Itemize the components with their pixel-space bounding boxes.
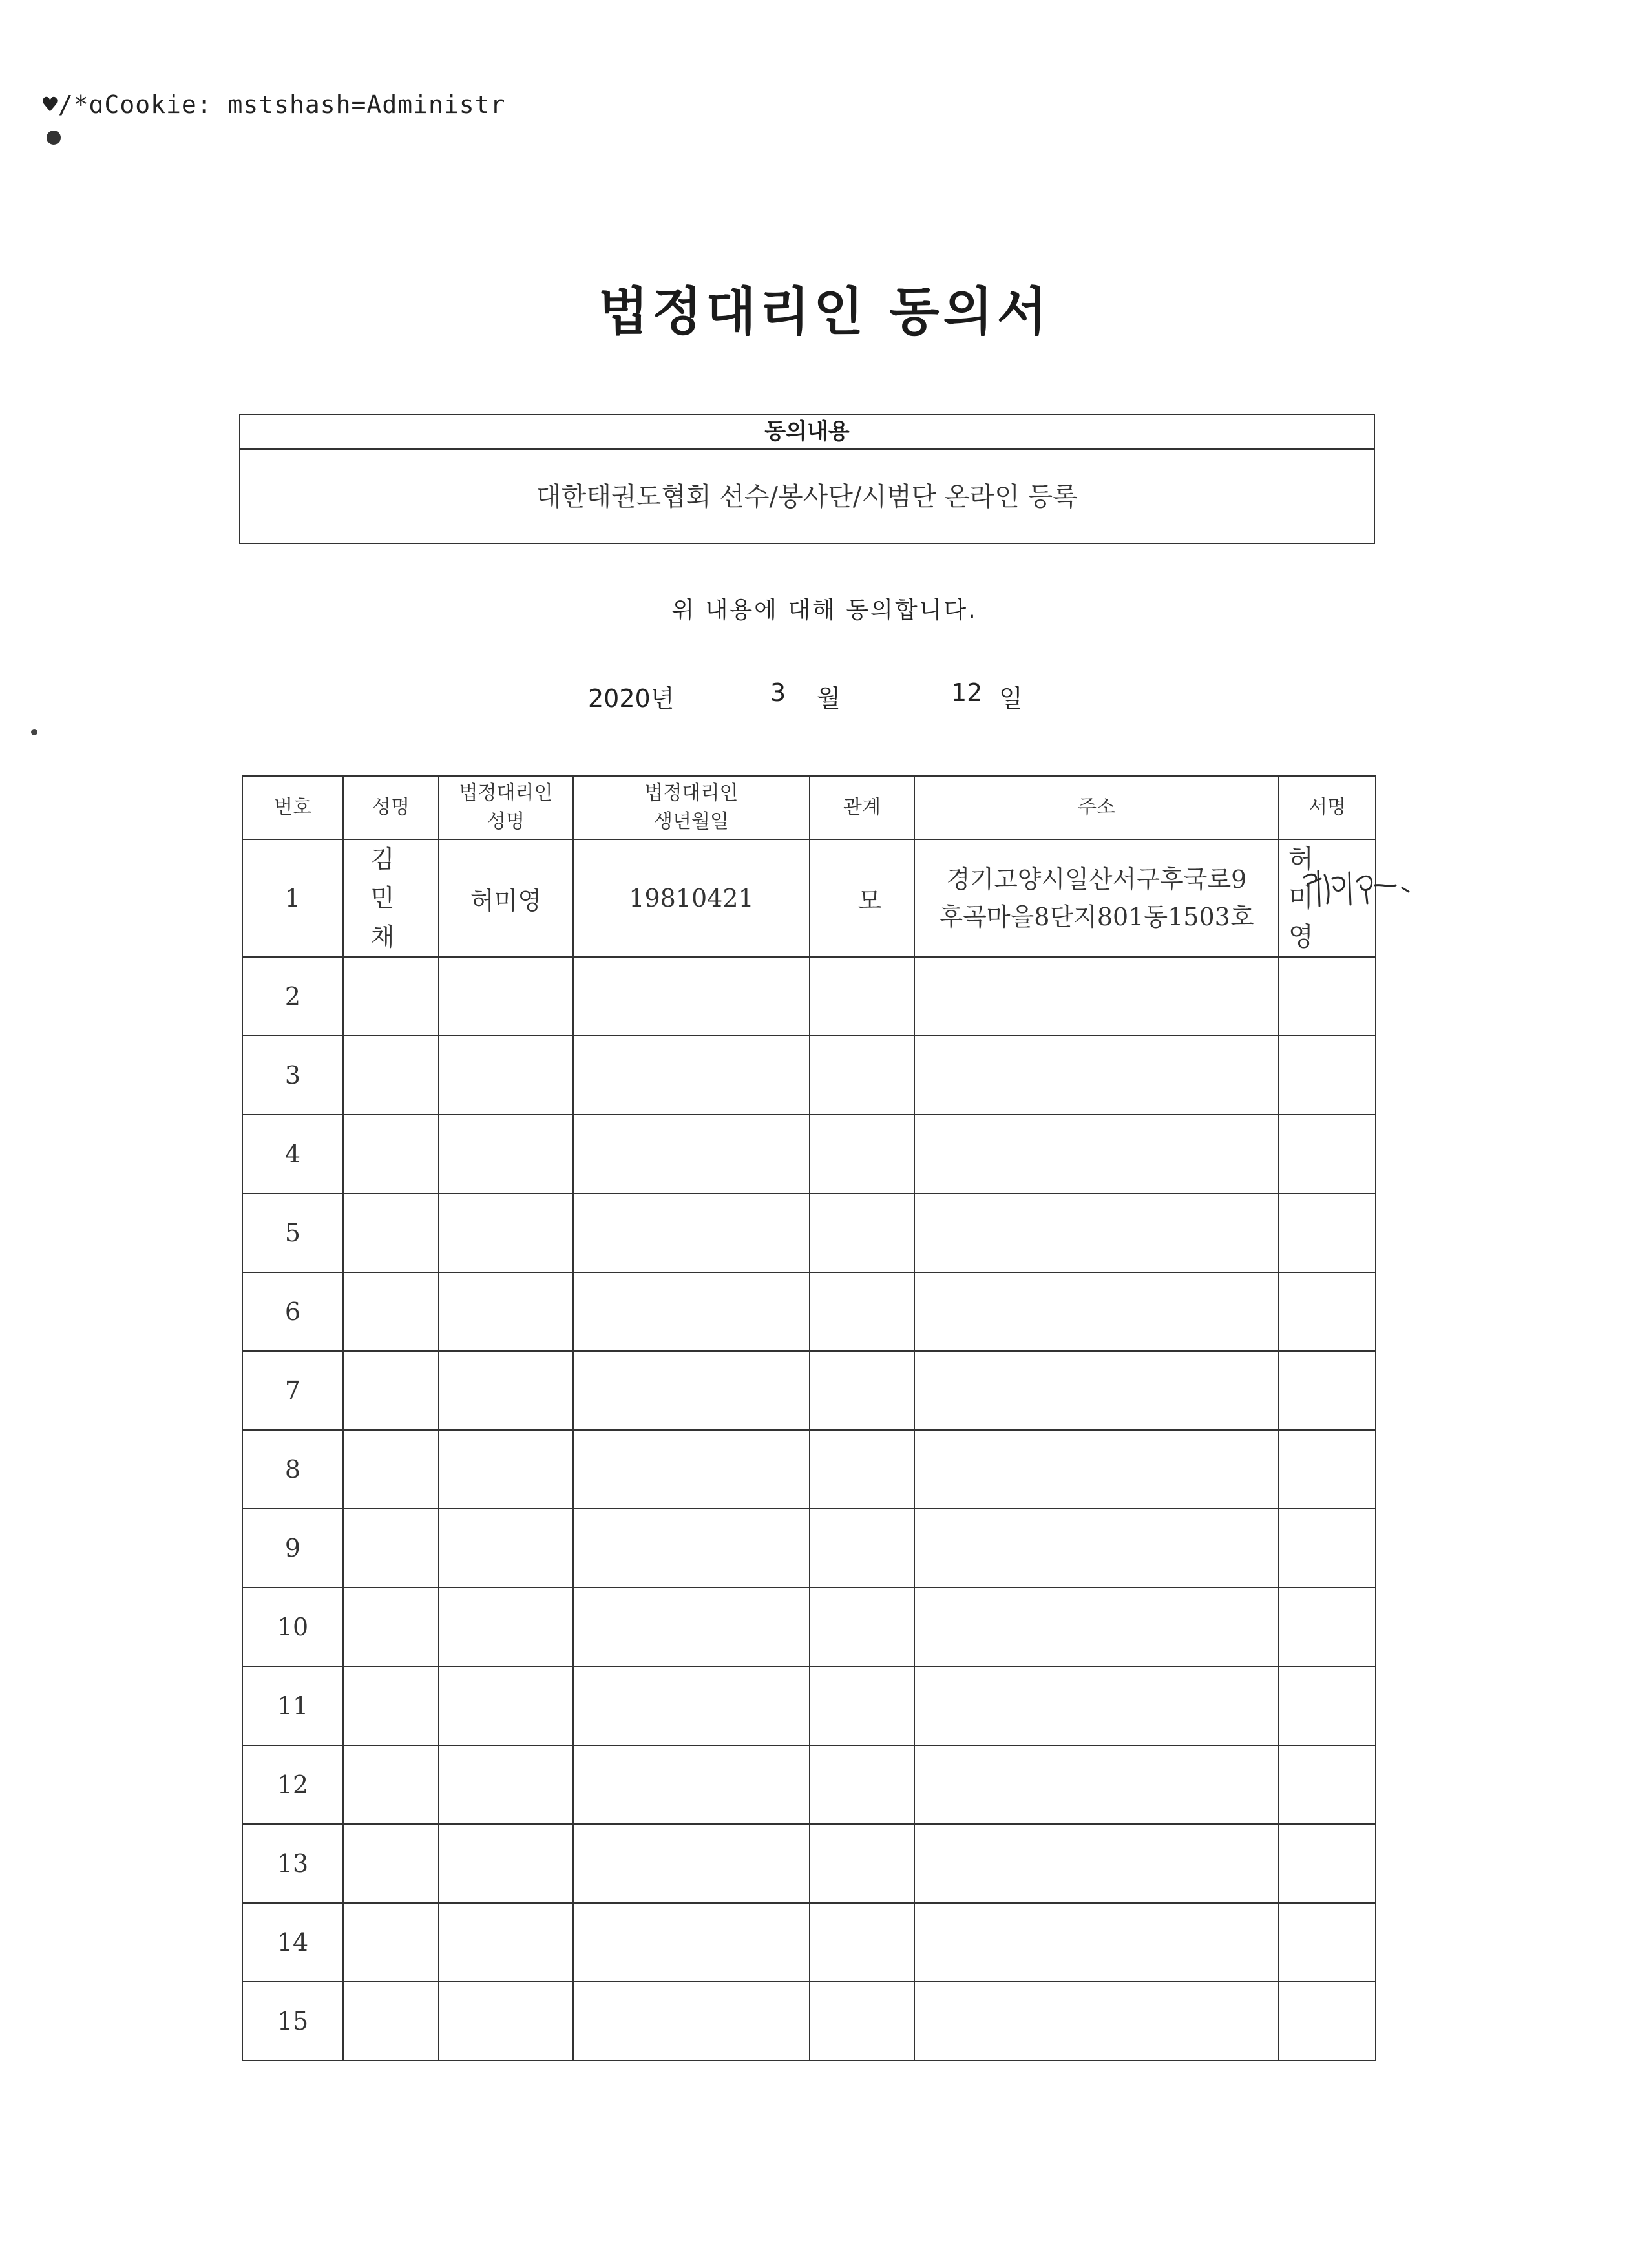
row-address-line1: 경기고양시일산서구후국로9 <box>946 865 1247 894</box>
table-row <box>242 957 1376 1036</box>
document-title: 법정대리인 동의서 <box>598 282 1051 342</box>
scan-artifact-header: ♥/*ɑCookie: mstshash=Administr <box>43 90 506 119</box>
scan-speck <box>31 729 37 735</box>
table-row <box>242 1745 1376 1824</box>
consent-content: 대한태권도협회 선수/봉사단/시범단 온라인 등록 <box>536 482 1078 512</box>
row-number: 13 <box>242 1824 343 1903</box>
row-address <box>914 839 1279 957</box>
row-number: 8 <box>242 1430 343 1509</box>
row-relation: 모 <box>810 839 914 957</box>
header-guardian-birth <box>573 776 810 839</box>
table-row <box>242 1115 1376 1193</box>
header-guardian-birth-line1: 법정대리인 <box>644 782 739 804</box>
row-guardian-birth: 19810421 <box>573 839 810 957</box>
row-number: 10 <box>242 1588 343 1666</box>
row-number: 15 <box>242 1982 343 2061</box>
table-row <box>242 1982 1376 2061</box>
header-signature: 서명 <box>1279 776 1376 839</box>
row-number: 12 <box>242 1745 343 1824</box>
row-number: 2 <box>242 957 343 1036</box>
row-number: 4 <box>242 1115 343 1193</box>
table-row <box>242 1272 1376 1351</box>
header-guardian-name-line2: 성명 <box>487 810 525 833</box>
header-guardian-name <box>439 776 573 839</box>
row-number: 7 <box>242 1351 343 1430</box>
row-address-line2: 후곡마을8단지801동1503호 <box>939 903 1254 931</box>
date-month-label: 월 <box>817 684 841 713</box>
row-number: 14 <box>242 1903 343 1982</box>
header-name: 성명 <box>343 776 439 839</box>
table-row <box>242 1509 1376 1588</box>
table-row <box>242 1666 1376 1745</box>
table-row <box>242 1903 1376 1982</box>
date-day-label: 일 <box>999 684 1023 713</box>
row-number: 5 <box>242 1193 343 1272</box>
header-number: 번호 <box>242 776 343 839</box>
row-name-line2: 채 <box>370 923 412 951</box>
row-number: 3 <box>242 1036 343 1115</box>
registration-table <box>242 775 1376 2061</box>
consent-heading: 동의내용 <box>240 415 1374 450</box>
handwritten-signature <box>1299 866 1434 911</box>
row-signature-text-line1: 허 미 <box>1288 845 1333 913</box>
table-row <box>242 1430 1376 1509</box>
consent-box <box>239 414 1375 544</box>
table-row <box>242 1588 1376 1666</box>
row-number: 6 <box>242 1272 343 1351</box>
header-relation: 관계 <box>810 776 914 839</box>
row-number: 11 <box>242 1666 343 1745</box>
row-signature <box>1279 839 1376 957</box>
row-number: 1 <box>242 839 343 957</box>
date-month: 3 <box>770 678 786 707</box>
row-name-line1: 김 민 <box>370 845 412 912</box>
table-row <box>242 1824 1376 1903</box>
row-guardian-name: 허미영 <box>439 839 573 957</box>
scan-artifact-mark <box>47 131 61 145</box>
row-number: 9 <box>242 1509 343 1588</box>
table-row <box>242 1193 1376 1272</box>
header-guardian-birth-line2: 생년월일 <box>654 810 729 833</box>
row-signature-text-line2: 영 <box>1288 922 1333 952</box>
table-row <box>242 1036 1376 1115</box>
header-address: 주소 <box>914 776 1279 839</box>
table-row <box>242 1351 1376 1430</box>
date-day: 12 <box>951 678 983 707</box>
table-header-row <box>242 776 1376 839</box>
date-year: 2020년 <box>588 684 675 713</box>
table-row <box>242 839 1376 957</box>
row-name <box>343 839 439 957</box>
agreement-statement: 위 내용에 대해 동의합니다. <box>671 597 978 624</box>
header-guardian-name-line1: 법정대리인 <box>459 782 553 804</box>
